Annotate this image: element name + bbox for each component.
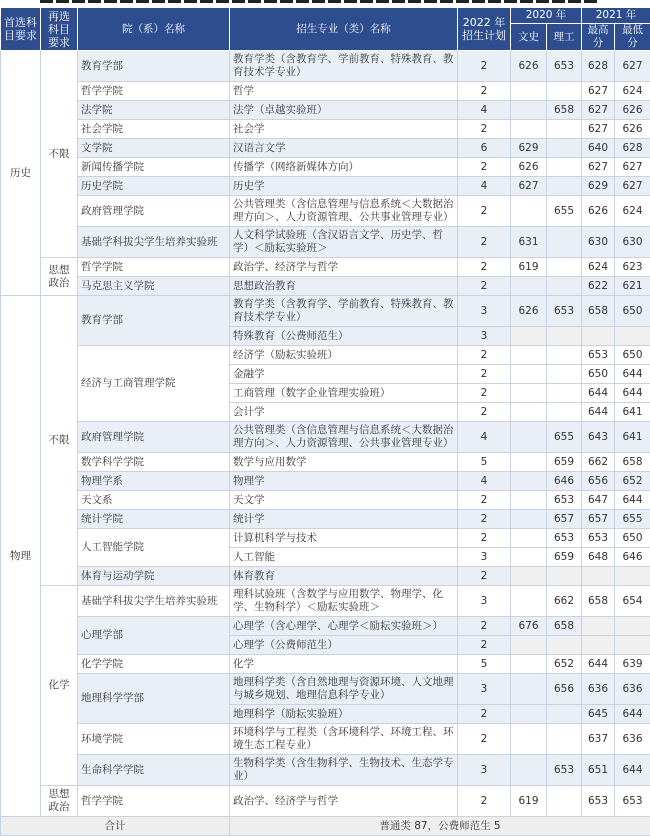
score-2020-ligong [547, 365, 582, 384]
college-cell: 政府管理学院 [78, 196, 230, 227]
score-2020-ligong [547, 227, 582, 258]
score-2020-wenshi [511, 755, 547, 786]
score-2020-ligong [547, 636, 582, 655]
score-2021-lowest: 646 [615, 548, 650, 567]
major-cell: 人工智能 [230, 548, 458, 567]
plan-cell: 3 [458, 296, 511, 327]
plan-cell: 2 [458, 705, 511, 724]
score-2021-highest: 647 [582, 491, 615, 510]
score-2021-lowest: 626 [615, 120, 650, 139]
college-cell: 法学院 [78, 101, 230, 120]
score-2021-highest: 644 [582, 655, 615, 674]
major-cell: 会计学 [230, 403, 458, 422]
table-row [1, 101, 650, 120]
score-2020-ligong: 658 [547, 101, 582, 120]
college-cell: 教育学部 [78, 296, 230, 346]
table-row [1, 567, 650, 586]
score-2020-wenshi: 629 [511, 139, 547, 158]
major-cell: 物理学 [230, 472, 458, 491]
score-2021-lowest: 644 [615, 755, 650, 786]
table-row [1, 277, 650, 296]
table-row [1, 258, 650, 277]
plan-cell: 2 [458, 384, 511, 403]
score-2020-ligong: 655 [547, 196, 582, 227]
score-2021-highest [582, 567, 615, 586]
admission-table [0, 7, 650, 836]
table-row [1, 139, 650, 158]
college-cell: 教育学部 [78, 51, 230, 82]
score-2021-highest: 627 [582, 120, 615, 139]
score-2020-ligong: 659 [547, 453, 582, 472]
table-row [1, 422, 650, 453]
plan-cell: 2 [458, 82, 511, 101]
score-2021-lowest [615, 327, 650, 346]
header-plan-2022: 2022 年招生计划 [458, 8, 511, 51]
second-subject-buxian: 不限 [41, 296, 78, 586]
college-cell: 基础学科拔尖学生培养实验班 [78, 586, 230, 617]
score-2020-wenshi: 626 [511, 296, 547, 327]
plan-cell: 2 [458, 346, 511, 365]
score-2021-lowest: 623 [615, 258, 650, 277]
table-row [1, 158, 650, 177]
score-2020-wenshi [511, 403, 547, 422]
plan-cell: 2 [458, 636, 511, 655]
score-2021-lowest: 624 [615, 196, 650, 227]
major-cell: 经济学（励耘实验班） [230, 346, 458, 365]
score-2020-wenshi: 626 [511, 51, 547, 82]
score-2020-wenshi [511, 196, 547, 227]
plan-cell: 2 [458, 196, 511, 227]
table-row [1, 177, 650, 196]
header-wenshi: 文史 [511, 24, 547, 51]
score-2021-highest: 662 [582, 453, 615, 472]
college-cell: 文学院 [78, 139, 230, 158]
score-2021-lowest: 627 [615, 177, 650, 196]
score-2020-ligong [547, 177, 582, 196]
table-row [1, 82, 650, 101]
score-2021-lowest: 650 [615, 296, 650, 327]
score-2021-highest: 657 [582, 510, 615, 529]
score-2020-ligong [547, 567, 582, 586]
score-2021-lowest: 628 [615, 139, 650, 158]
score-2020-wenshi [511, 724, 547, 755]
score-2021-lowest [615, 636, 650, 655]
score-2021-highest: 627 [582, 101, 615, 120]
major-cell: 人文科学试验班（含汉语言文学、历史学、哲学）＜励耘实验班＞ [230, 227, 458, 258]
score-2020-wenshi: 631 [511, 227, 547, 258]
table-row [1, 296, 650, 327]
score-2021-highest: 628 [582, 51, 615, 82]
score-2021-lowest: 624 [615, 82, 650, 101]
major-cell: 理科试验班（含数学与应用数学、物理学、化学、生物科学）＜励耘实验班＞ [230, 586, 458, 617]
plan-cell: 2 [458, 491, 511, 510]
college-cell: 数学科学学院 [78, 453, 230, 472]
score-2020-ligong: 659 [547, 548, 582, 567]
college-cell: 环境学院 [78, 724, 230, 755]
second-subject-buxian: 不限 [41, 51, 78, 258]
plan-cell: 2 [458, 567, 511, 586]
score-2020-wenshi [511, 472, 547, 491]
plan-cell: 3 [458, 586, 511, 617]
score-2020-wenshi [511, 82, 547, 101]
college-cell: 物理学系 [78, 472, 230, 491]
score-2021-highest: 656 [582, 472, 615, 491]
plan-cell: 3 [458, 674, 511, 705]
first-subject-physics: 物理 [1, 296, 41, 817]
score-2021-highest: 653 [582, 786, 615, 817]
major-cell: 金融学 [230, 365, 458, 384]
header-college: 院（系）名称 [78, 8, 230, 51]
score-2021-highest: 648 [582, 548, 615, 567]
table-row [1, 346, 650, 365]
score-2020-wenshi: 676 [511, 617, 547, 636]
plan-cell: 4 [458, 177, 511, 196]
college-cell: 马克思主义学院 [78, 277, 230, 296]
table-row [1, 529, 650, 548]
score-2021-lowest: 644 [615, 705, 650, 724]
score-2020-wenshi [511, 491, 547, 510]
score-2020-wenshi [511, 422, 547, 453]
score-2021-lowest: 627 [615, 158, 650, 177]
score-2020-wenshi [511, 277, 547, 296]
college-cell: 天文系 [78, 491, 230, 510]
table-row [1, 227, 650, 258]
plan-cell: 2 [458, 403, 511, 422]
college-cell: 社会学院 [78, 120, 230, 139]
college-cell: 新闻传播学院 [78, 158, 230, 177]
plan-cell: 5 [458, 453, 511, 472]
score-2020-ligong [547, 384, 582, 403]
college-cell: 体育与运动学院 [78, 567, 230, 586]
header-major: 招生专业（类）名称 [230, 8, 458, 51]
plan-cell: 4 [458, 422, 511, 453]
major-cell: 天文学 [230, 491, 458, 510]
score-2020-wenshi: 619 [511, 786, 547, 817]
college-cell: 政府管理学院 [78, 422, 230, 453]
table-row [1, 586, 650, 617]
score-2020-wenshi [511, 655, 547, 674]
table-row [1, 510, 650, 529]
score-2020-wenshi [511, 453, 547, 472]
table-row [1, 655, 650, 674]
score-2021-highest: 630 [582, 227, 615, 258]
score-2021-highest: 650 [582, 365, 615, 384]
score-2021-lowest: 639 [615, 655, 650, 674]
score-2020-ligong: 653 [547, 491, 582, 510]
major-cell: 社会学 [230, 120, 458, 139]
score-2021-lowest: 650 [615, 529, 650, 548]
plan-cell: 4 [458, 472, 511, 491]
score-2020-wenshi [511, 101, 547, 120]
plan-cell: 2 [458, 510, 511, 529]
score-2021-lowest: 654 [615, 586, 650, 617]
score-2020-ligong [547, 139, 582, 158]
plan-cell: 2 [458, 120, 511, 139]
table-row [1, 453, 650, 472]
major-cell: 公共管理类（含信息管理与信息系统＜大数据治理方向＞、人力资源管理、公共事业管理专业） [230, 196, 458, 227]
major-cell: 法学（卓越实验班） [230, 101, 458, 120]
major-cell: 政治学、经济学与哲学 [230, 258, 458, 277]
score-2021-highest: 653 [582, 529, 615, 548]
score-2021-highest: 627 [582, 82, 615, 101]
header-highest: 最高分 [582, 24, 615, 51]
score-2020-wenshi [511, 346, 547, 365]
college-cell: 哲学学院 [78, 82, 230, 101]
major-cell: 特殊教育（公费师范生） [230, 327, 458, 346]
score-2020-ligong: 655 [547, 422, 582, 453]
score-2021-lowest: 621 [615, 277, 650, 296]
plan-cell: 2 [458, 617, 511, 636]
score-2020-ligong: 656 [547, 674, 582, 705]
college-cell: 地理科学学部 [78, 674, 230, 724]
second-subject-sixiang: 思想政治 [41, 786, 78, 817]
score-2020-wenshi [511, 365, 547, 384]
score-2020-ligong [547, 277, 582, 296]
major-cell: 哲学 [230, 82, 458, 101]
score-2021-lowest [615, 617, 650, 636]
score-2021-lowest: 658 [615, 453, 650, 472]
score-2020-ligong: 653 [547, 296, 582, 327]
score-2020-wenshi [511, 674, 547, 705]
college-cell: 生命科学学院 [78, 755, 230, 786]
score-2021-highest: 640 [582, 139, 615, 158]
table-row [1, 491, 650, 510]
score-2021-lowest: 644 [615, 491, 650, 510]
score-2021-highest: 658 [582, 296, 615, 327]
score-2021-lowest: 627 [615, 51, 650, 82]
header-lowest: 最低分 [615, 24, 650, 51]
college-cell: 经济与工商管理学院 [78, 346, 230, 422]
major-cell: 统计学 [230, 510, 458, 529]
total-row [1, 817, 650, 836]
plan-cell: 3 [458, 327, 511, 346]
score-2021-highest: 636 [582, 674, 615, 705]
score-2020-wenshi: 627 [511, 177, 547, 196]
plan-cell: 2 [458, 529, 511, 548]
score-2021-highest: 644 [582, 384, 615, 403]
score-2020-ligong: 662 [547, 586, 582, 617]
major-cell: 计算机科学与技术 [230, 529, 458, 548]
college-cell: 统计学院 [78, 510, 230, 529]
major-cell: 教育学类（含教育学、学前教育、特殊教育、教育技术学专业） [230, 296, 458, 327]
score-2021-lowest: 655 [615, 510, 650, 529]
first-subject-history: 历史 [1, 51, 41, 296]
score-2020-ligong [547, 327, 582, 346]
score-2021-lowest: 641 [615, 403, 650, 422]
plan-cell: 4 [458, 101, 511, 120]
score-2020-wenshi [511, 705, 547, 724]
table-row [1, 120, 650, 139]
score-2021-lowest: 652 [615, 472, 650, 491]
score-2020-ligong [547, 120, 582, 139]
major-cell: 传播学（网络新媒体方向） [230, 158, 458, 177]
score-2020-ligong: 657 [547, 510, 582, 529]
score-2021-highest: 644 [582, 403, 615, 422]
major-cell: 地理科学类（含自然地理与资源环境、人文地理与城乡规划、地理信息科学专业） [230, 674, 458, 705]
table-row [1, 755, 650, 786]
total-value: 普通类 87，公费师范生 5 [230, 817, 650, 836]
total-label: 合计 [1, 817, 230, 836]
score-2020-ligong: 653 [547, 755, 582, 786]
score-2020-wenshi: 619 [511, 258, 547, 277]
table-row [1, 724, 650, 755]
score-2021-lowest: 641 [615, 422, 650, 453]
score-2020-wenshi [511, 120, 547, 139]
score-2020-ligong [547, 258, 582, 277]
plan-cell: 2 [458, 277, 511, 296]
major-cell: 生物科学类（含生物科学、生物技术、生态学专业） [230, 755, 458, 786]
score-2021-highest: 645 [582, 705, 615, 724]
major-cell: 公共管理类（含信息管理与信息系统＜大数据治理方向＞、人力资源管理、公共事业管理专业） [230, 422, 458, 453]
plan-cell: 2 [458, 724, 511, 755]
score-2020-ligong [547, 158, 582, 177]
score-2020-ligong: 653 [547, 51, 582, 82]
plan-cell: 3 [458, 755, 511, 786]
major-cell: 工商管理（数字企业管理实验班） [230, 384, 458, 403]
plan-cell: 2 [458, 51, 511, 82]
score-2021-highest: 624 [582, 258, 615, 277]
score-2021-lowest: 644 [615, 365, 650, 384]
college-cell: 人工智能学院 [78, 529, 230, 567]
score-2020-wenshi [511, 548, 547, 567]
score-2020-wenshi [511, 327, 547, 346]
plan-cell: 3 [458, 548, 511, 567]
major-cell: 汉语言文学 [230, 139, 458, 158]
college-cell: 化学学院 [78, 655, 230, 674]
score-2020-wenshi: 626 [511, 158, 547, 177]
top-cropped-title [0, 0, 650, 6]
plan-cell: 2 [458, 158, 511, 177]
plan-cell: 5 [458, 655, 511, 674]
major-cell: 心理学（含心理学、心理学＜励耘实验班＞） [230, 617, 458, 636]
college-cell: 哲学学院 [78, 258, 230, 277]
header-ligong: 理工 [547, 24, 582, 51]
score-2020-ligong [547, 346, 582, 365]
score-2020-ligong: 646 [547, 472, 582, 491]
table-row [1, 472, 650, 491]
score-2021-highest: 643 [582, 422, 615, 453]
score-2021-lowest: 630 [615, 227, 650, 258]
score-2020-ligong: 658 [547, 617, 582, 636]
table-row [1, 196, 650, 227]
college-cell: 哲学学院 [78, 786, 230, 817]
score-2021-highest: 627 [582, 158, 615, 177]
major-cell: 地理科学（励耘实验班） [230, 705, 458, 724]
major-cell: 历史学 [230, 177, 458, 196]
header-second-subject: 再选科目要求 [41, 8, 78, 51]
header-first-subject: 首选科目要求 [1, 8, 41, 51]
college-cell: 心理学部 [78, 617, 230, 655]
score-2020-wenshi [511, 384, 547, 403]
score-2021-highest [582, 617, 615, 636]
major-cell: 化学 [230, 655, 458, 674]
score-2021-highest: 622 [582, 277, 615, 296]
plan-cell: 2 [458, 258, 511, 277]
major-cell: 环境科学与工程类（含环境科学、环境工程、环境生态工程专业） [230, 724, 458, 755]
major-cell: 教育学类（含教育学、学前教育、特殊教育、教育技术学专业） [230, 51, 458, 82]
score-2021-highest [582, 636, 615, 655]
score-2020-ligong: 653 [547, 529, 582, 548]
score-2020-ligong [547, 705, 582, 724]
score-2021-lowest: 653 [615, 786, 650, 817]
plan-cell: 2 [458, 227, 511, 258]
score-2021-lowest: 644 [615, 384, 650, 403]
score-2021-highest: 626 [582, 196, 615, 227]
score-2021-highest: 653 [582, 346, 615, 365]
score-2021-lowest: 626 [615, 101, 650, 120]
table-row [1, 674, 650, 705]
score-2020-wenshi [511, 586, 547, 617]
score-2021-highest: 658 [582, 586, 615, 617]
second-subject-sixiang: 思想政治 [41, 258, 78, 296]
score-2020-ligong [547, 82, 582, 101]
score-2020-wenshi [511, 567, 547, 586]
header-2021: 2021 年 [582, 8, 650, 24]
major-cell: 数学与应用数学 [230, 453, 458, 472]
plan-cell: 2 [458, 365, 511, 384]
score-2021-lowest [615, 567, 650, 586]
score-2020-wenshi [511, 636, 547, 655]
college-cell: 历史学院 [78, 177, 230, 196]
table-row [1, 51, 650, 82]
score-2021-highest: 637 [582, 724, 615, 755]
score-2021-highest [582, 327, 615, 346]
score-2021-highest: 629 [582, 177, 615, 196]
score-2021-lowest: 636 [615, 724, 650, 755]
major-cell: 政治学、经济学与哲学 [230, 786, 458, 817]
score-2020-wenshi [511, 510, 547, 529]
score-2020-wenshi [511, 529, 547, 548]
second-subject-chemistry: 化学 [41, 586, 78, 786]
major-cell: 心理学（公费师范生） [230, 636, 458, 655]
score-2021-highest: 651 [582, 755, 615, 786]
college-cell: 基础学科拔尖学生培养实验班 [78, 227, 230, 258]
plan-cell: 6 [458, 139, 511, 158]
header-2020: 2020 年 [511, 8, 582, 24]
plan-cell: 2 [458, 786, 511, 817]
score-2021-lowest: 650 [615, 346, 650, 365]
score-2021-lowest: 636 [615, 674, 650, 705]
score-2020-ligong: 652 [547, 655, 582, 674]
score-2020-ligong [547, 724, 582, 755]
major-cell: 思想政治教育 [230, 277, 458, 296]
major-cell: 体育教育 [230, 567, 458, 586]
table-row [1, 617, 650, 636]
score-2020-ligong [547, 403, 582, 422]
